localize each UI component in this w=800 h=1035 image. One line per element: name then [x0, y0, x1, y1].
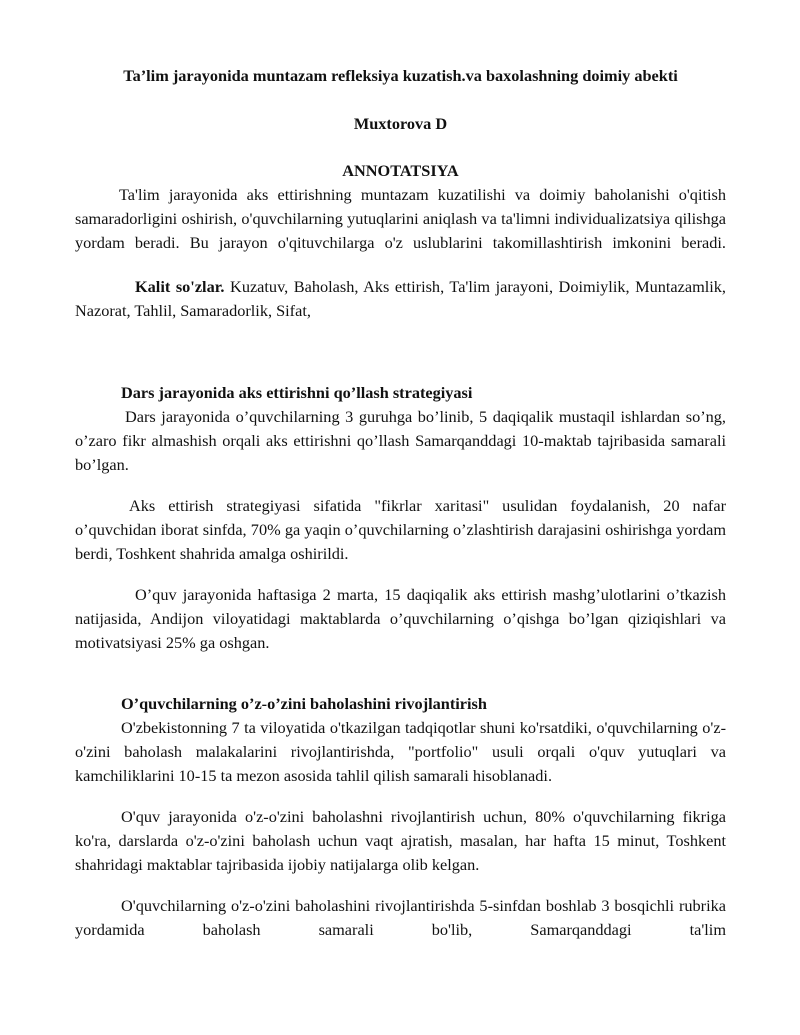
keywords-label: Kalit so'zlar.	[135, 277, 225, 296]
section2-paragraph: O'quvchilarning o'z-o'zini baholashini rivojlantirishda 5-sinfdan boshlab 3 bosqichli rubrika yordamida baholash samarali bo'lib, Samarqanddagi ta'lim	[75, 896, 726, 939]
document-title: Ta’lim jarayonida muntazam refleksiya kuzatish.va baxolashning doimiy abekti	[123, 66, 678, 85]
section2-paragraph: O'zbekistonning 7 ta viloyatida o'tkazilgan tadqiqotlar shuni ko'rsatdiki, o'quvchilarning o'z-o'zini baholash malakalarini rivojlantirishda, "portfolio" usuli orqali o'quv yutuqlari va kamchiliklarini 10-15 ta mezon asosida tahlil qilish samarali hisoblanadi.	[75, 718, 726, 785]
document-page	[75, 64, 726, 942]
keywords-paragraph	[75, 275, 726, 323]
section1-paragraph: Dars jarayonida o’quvchilarning 3 guruhga bo’linib, 5 daqiqalik mustaqil ishlardan so’ng, o’zaro fikr almashish orqali aks ettirishni qo’llash Samarqanddagi 10-maktab tajribasida samarali bo’lgan.	[75, 407, 726, 474]
section-heading-reflection-strategy: Dars jarayonida aks ettirishni qo’llash strategiyasi	[121, 383, 473, 402]
section1-paragraph: O’quv jarayonida haftasiga 2 marta, 15 daqiqalik aks ettirish mashg’ulotlarini o’tkazish natijasida, Andijon viloyatidagi maktablarda o’quvchilarning o’qishga bo’lgan qiziqishlari va motivatsiyasi 25% ga oshgan.	[75, 585, 726, 652]
author-name: Muxtorova D	[353, 114, 448, 133]
keywords-text: Kuzatuv, Baholash, Aks ettirish, Ta'lim jarayoni, Doimiylik, Muntazamlik, Nazorat, Tahlil, Samaradorlik, Sifat,	[75, 277, 726, 320]
section-heading-self-assessment: O’quvchilarning o’z-o’zini baholashini rivojlantirish	[121, 694, 487, 713]
section1-paragraph: Aks ettirish strategiyasi sifatida "fikrlar xaritasi" usulidan foydalanish, 20 nafar o’quvchidan iborat sinfda, 70% ga yaqin o’quvchilarning o’zlashtirish darajasini oshirishga yordam berdi, Toshkent shahrida amalga oshirildi.	[75, 496, 726, 563]
section2-paragraph: O'quv jarayonida o'z-o'zini baholashni rivojlantirish uchun, 80% o'quvchilarning fikriga ko'ra, darslarda o'z-o'zini baholash uchun vaqt ajratish, masalan, har hafta 15 minut, Toshkent shahridagi maktablar tajribasida ijobiy natijalarga olib kelgan.	[75, 807, 726, 874]
annotation-heading: ANNOTATSIYA	[342, 161, 459, 180]
annotation-text: Ta'lim jarayonida aks ettirishning muntazam kuzatilishi va doimiy baholanishi o'qitish samaradorligini oshirish, o'quvchilarning yutuqlarini aniqlash va ta'limni individualizatsiya qilishga yordam beradi. Bu jarayon o'qituvchilarga o'z uslublarini takomillashtirish imkonini beradi.	[75, 185, 726, 252]
